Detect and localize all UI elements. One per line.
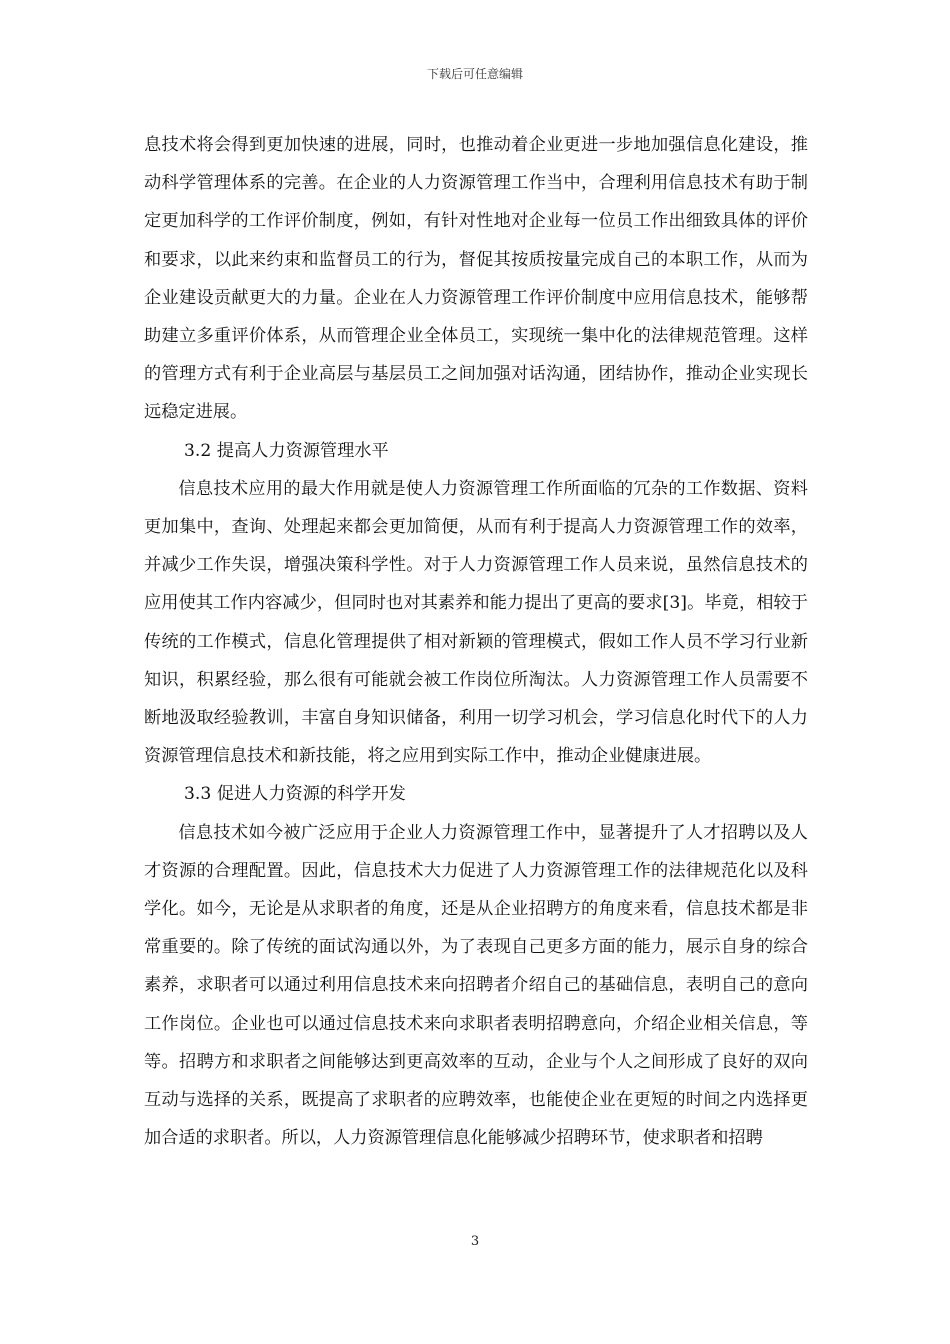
page-number: 3 [470,1234,480,1249]
section-heading-3-3: 3.3 促进人力资源的科学开发 [184,784,406,805]
document-body [144,126,808,1157]
paragraph-continuation: 息技术将会得到更加快速的进展，同时，也推动着企业更进一步地加强信息化建设，推动科学管理体系的完善。在企业的人力资源管理工作当中，合理利用信息技术有助于制定更加科学的工作评价制度，例如，有针对性地对企业每一位员工作出细致具体的评价和要求，以此来约束和监督员工的行为，督促其按质按量完成自己的本职工作，从而为企业建设贡献更大的力量。企业在人力资源管理工作评价制度中应用信息技术，能够帮助建立多重评价体系，从而管理企业全体员工，实现统一集中化的法律规范管理。这样的管理方式有利于企业高层与基层员工之间加强对话沟通，团结协作，推动企业实现长远稳定进展。 [144,135,808,423]
paragraph-3-3: 信息技术如今被广泛应用于企业人力资源管理工作中，显著提升了人才招聘以及人才资源的合理配置。因此，信息技术大力促进了人力资源管理工作的法律规范化以及科学化。如今，无论是从求职者的角度，还是从企业招聘方的角度来看，信息技术都是非常重要的。除了传统的面试沟通以外，为了表现自己更多方面的能力，展示自身的综合素养，求职者可以通过利用信息技术来向招聘者介绍自己的基础信息，表明自己的意向工作岗位。企业也可以通过信息技术来向求职者表明招聘意向，介绍企业相关信息，等等。招聘方和求职者之间能够达到更高效率的互动，企业与个人之间形成了良好的双向互动与选择的关系，既提高了求职者的应聘效率，也能使企业在更短的时间之内选择更加合适的求职者。所以，人力资源管理信息化能够减少招聘环节，使求职者和招聘 [144,822,808,1149]
section-heading-3-2: 3.2 提高人力资源管理水平 [184,440,389,461]
page-header: 下载后可任意编辑 [426,67,523,81]
paragraph-3-2: 信息技术应用的最大作用就是使人力资源管理工作所面临的冗杂的工作数据、资料更加集中，查询、处理起来都会更加简便，从而有利于提高人力资源管理工作的效率，并减少工作失误，增强决策科学性。对于人力资源管理工作人员来说，虽然信息技术的应用使其工作内容减少，但同时也对其素养和能力提出了更高的要求[3]。毕竟，相较于传统的工作模式，信息化管理提供了相对新颖的管理模式，假如工作人员不学习行业新知识，积累经验，那么很有可能就会被工作岗位所淘汰。人力资源管理工作人员需要不断地汲取经验教训，丰富自身知识储备，利用一切学习机会，学习信息化时代下的人力资源管理信息技术和新技能，将之应用到实际工作中，推动企业健康进展。 [144,478,808,767]
